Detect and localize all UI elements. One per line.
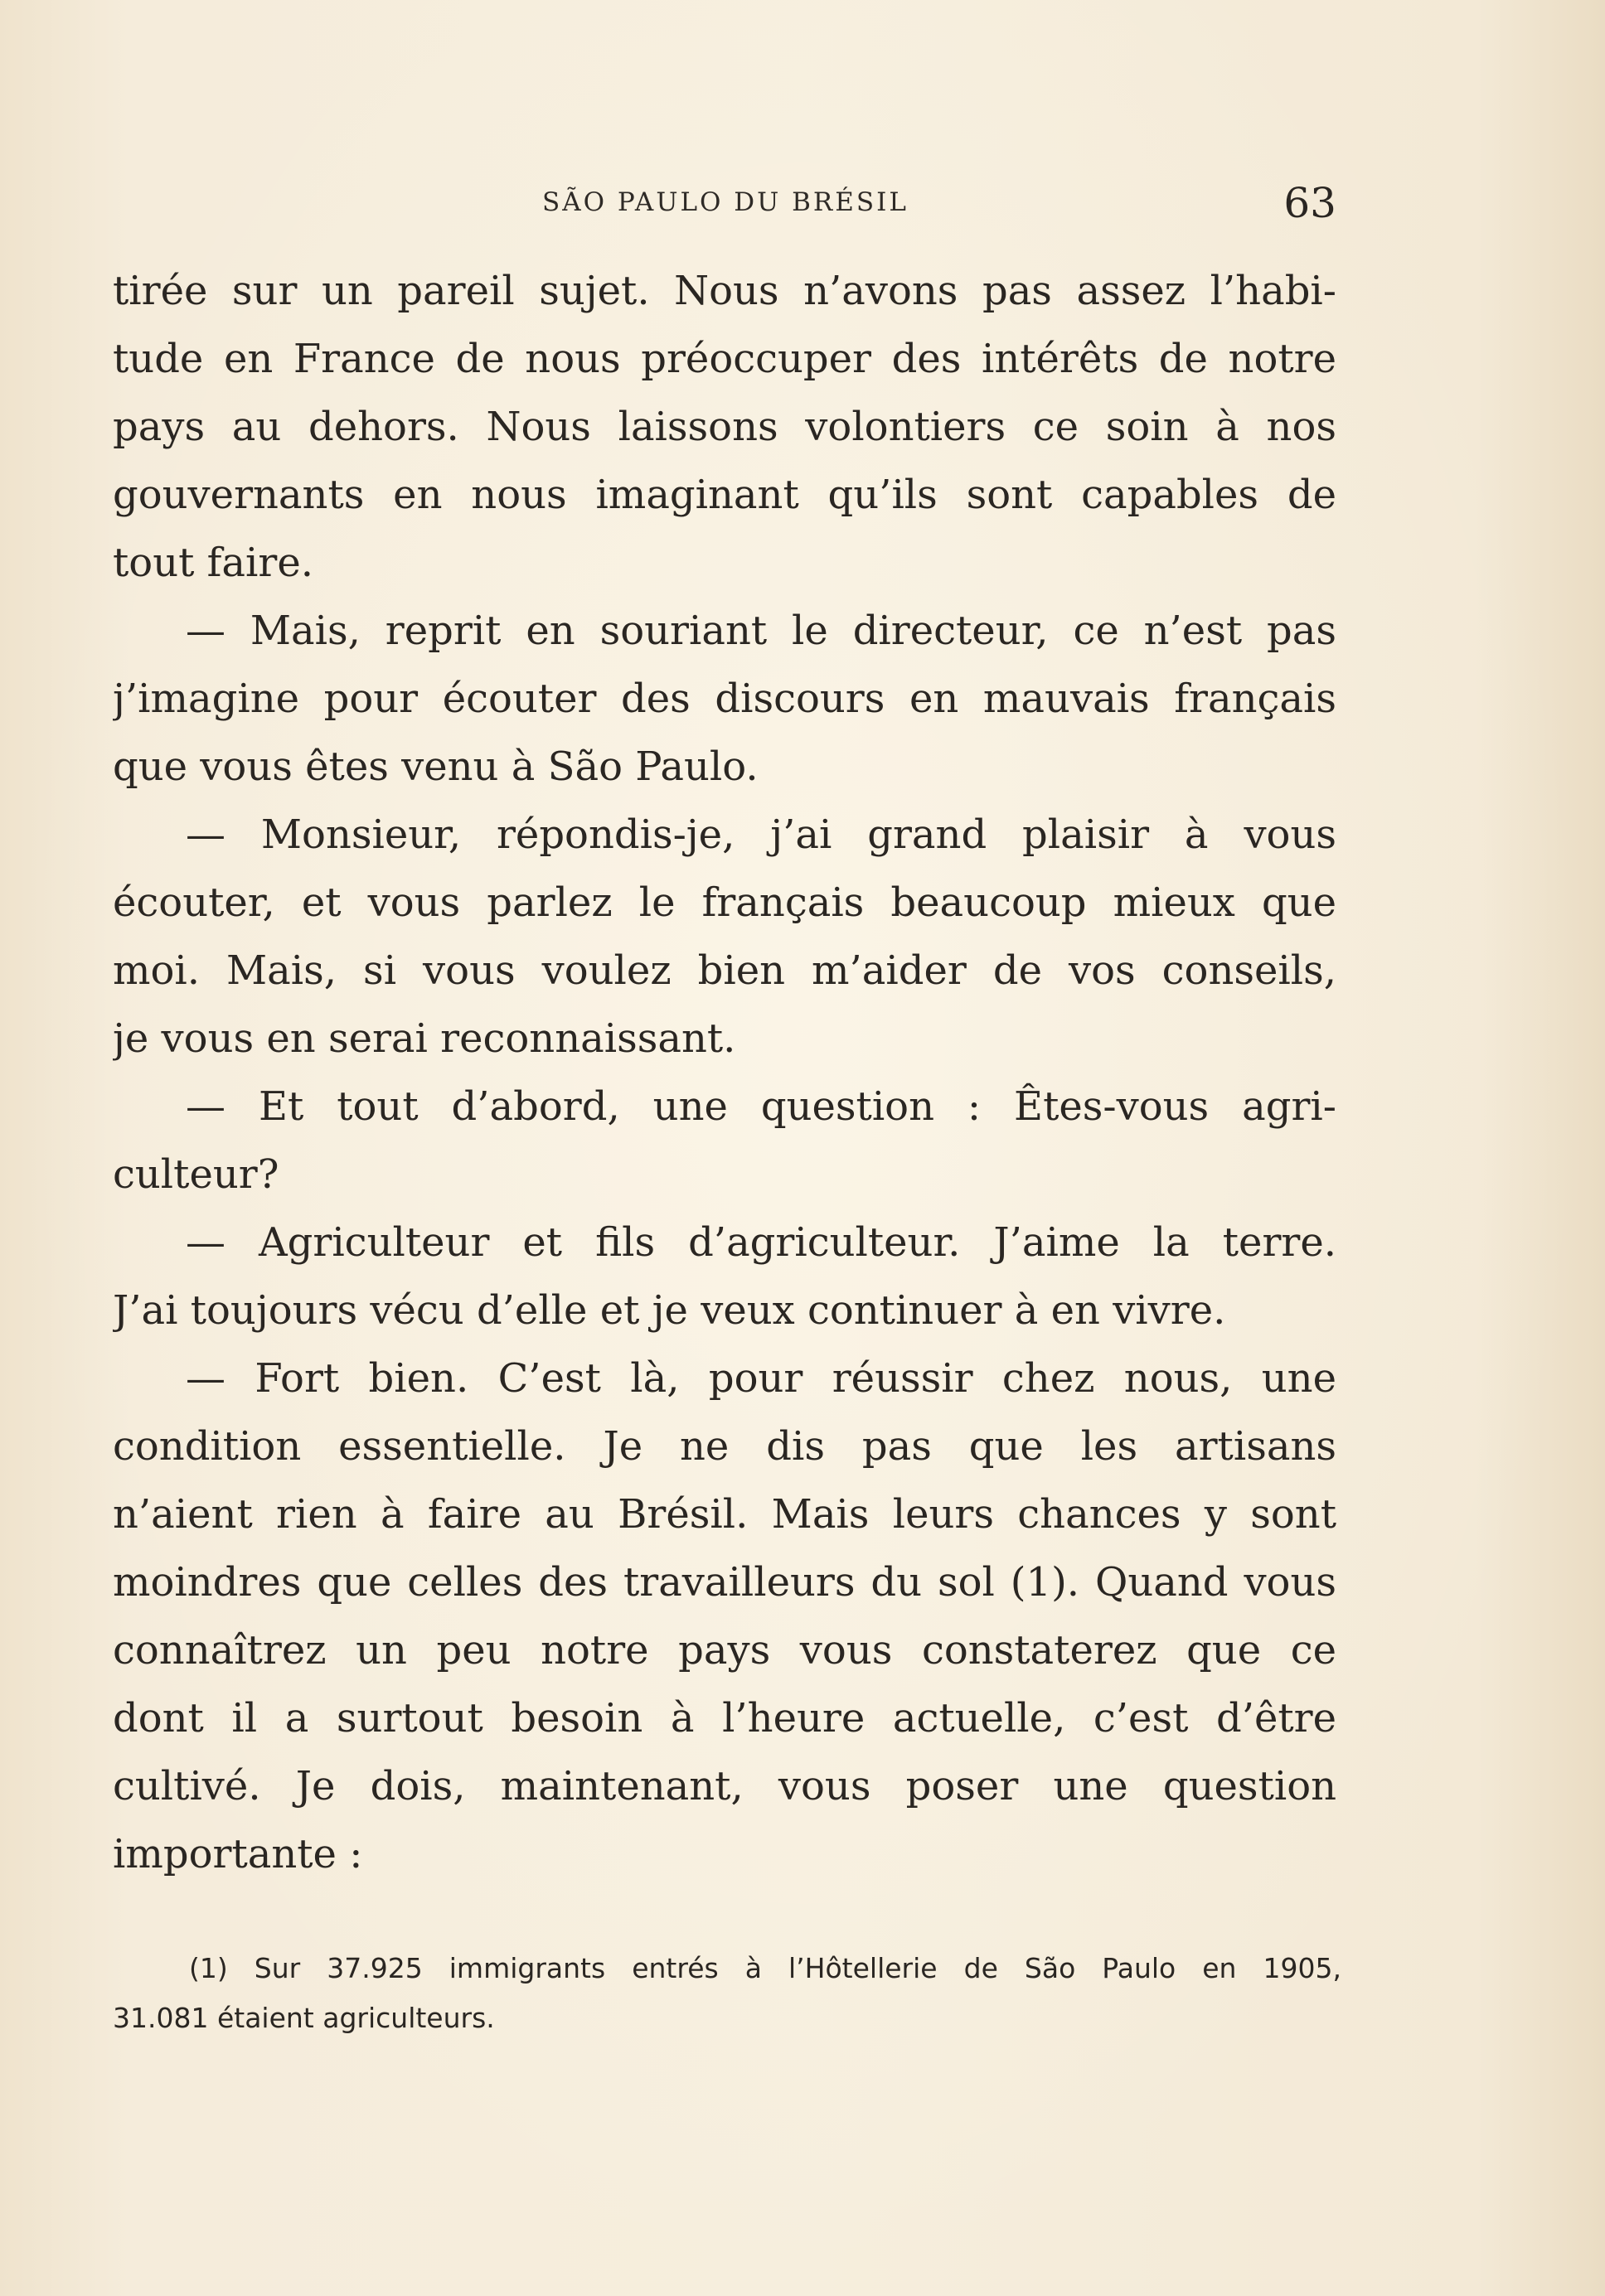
footnote-line: 31.081 étaient agriculteurs. (113, 2002, 495, 2034)
text-line: J’ai toujours vécu d’elle et je veux continuer à en vivre. (113, 1287, 1226, 1334)
text-line: — Agriculteur et fils d’agriculteur. J’aime la terre. (186, 1219, 1336, 1266)
text-line: connaîtrez un peu notre pays vous constaterez que ce (113, 1627, 1336, 1674)
text-line: — Et tout d’abord, une question : Êtes-vous agri- (186, 1083, 1336, 1130)
text-line: j’imagine pour écouter des discours en mauvais français (113, 676, 1336, 722)
text-line: dont il a surtout besoin à l’heure actuelle, c’est d’être (113, 1695, 1336, 1741)
text-line: — Mais, reprit en souriant le directeur, ce n’est pas (186, 608, 1336, 654)
text-line: tirée sur un pareil sujet. Nous n’avons pas assez l’habi- (113, 268, 1336, 314)
page-header (114, 179, 1336, 229)
text-line: — Monsieur, répondis-je, j’ai grand plaisir à vous (186, 811, 1336, 858)
text-line: pays au dehors. Nous laissons volontiers ce soin à nos (113, 404, 1336, 450)
text-line: cultivé. Je dois, maintenant, vous poser une question (113, 1763, 1336, 1809)
text-line: écouter, et vous parlez le français beaucoup mieux que (113, 879, 1336, 926)
text-line: — Fort bien. C’est là, pour réussir chez nous, une (186, 1355, 1336, 1402)
text-line: moindres que celles des travailleurs du sol (1). Quand vous (113, 1559, 1336, 1606)
text-line: je vous en serai reconnaissant. (113, 1015, 736, 1062)
page-number: 63 (1283, 179, 1336, 227)
footnote-line: (1) Sur 37.925 immigrants entrés à l’Hôtellerie de São Paulo en 1905, (189, 1952, 1341, 1984)
text-line: tude en France de nous préoccuper des intérêts de notre (113, 336, 1336, 382)
text-line: culteur? (113, 1151, 279, 1198)
text-line: condition essentielle. Je ne dis pas que les artisans (113, 1423, 1336, 1470)
text-line: n’aient rien à faire au Brésil. Mais leurs chances y sont (113, 1491, 1336, 1538)
text-line: tout faire. (113, 540, 313, 586)
text-line: gouvernants en nous imaginant qu’ils sont capables de (113, 472, 1336, 518)
text-line: moi. Mais, si vous voulez bien m’aider de vos conseils, (113, 947, 1336, 994)
text-line: importante : (113, 1831, 363, 1877)
body-text (113, 257, 1336, 1888)
text-line: que vous êtes venu à São Paulo. (113, 744, 759, 790)
footnotes (113, 1944, 1341, 2043)
running-title: SÃO PAULO DU BRÉSIL (542, 187, 909, 217)
